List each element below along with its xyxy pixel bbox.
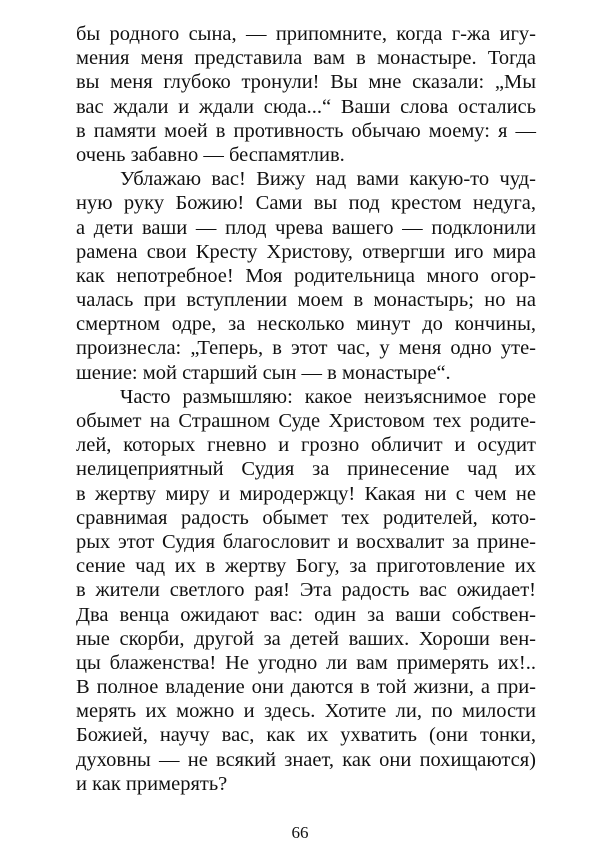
text-line: чалась при вступлении моем в монастырь; но на [76,289,536,312]
paragraph-1 [76,22,536,167]
text-line: как непотребное! Моя родительница много огор- [76,264,536,287]
text-line: духовны — не всякий знает, как они похищаются) [76,748,536,771]
text-line: ные скорби, другой за детей ваших. Хороши вен- [76,627,536,650]
text-line: в памяти моей в противность обычаю моему: я — [76,119,536,142]
text-line: а дети ваши — плод чрева вашего — подклонили [76,216,536,239]
text-line: мения меня представила вам в монастыре. Тогда [76,47,536,70]
text-line: цы блаженства! Не угодно ли вам примерять их!.. [76,651,536,674]
text-line: ную руку Божию! Сами вы под крестом недуга, [76,192,536,215]
text-line: Два венца ожидают вас: один за ваши собствен- [76,603,536,626]
text-line: мерять их можно и здесь. Хотите ли, по милости [76,700,536,723]
body-text [76,22,536,796]
text-line: Ублажаю вас! Вижу над вами какую-то чуд- [120,168,536,191]
text-line: рых этот Судия благословит и восхвалит за прине- [76,530,536,553]
text-line: произнесла: „Теперь, в этот час, у меня одно уте- [76,337,536,360]
text-line: сравнимая радость обымет тех родителей, кото- [76,506,536,529]
text-line: Часто размышляю: какое неизъяснимое горе [120,385,536,408]
text-line: нелицеприятный Судия за принесение чад их [76,458,536,481]
text-line: в жертву миру и миродержцу! Какая ни с чем не [76,482,536,505]
text-line: смертном одре, за несколько минут до кончины, [76,313,536,336]
text-line: шение: мой старший сын — в монастыре“. [76,361,451,384]
page-number: 66 [291,823,309,842]
text-line: вас ждали и ждали сюда...“ Ваши слова остались [76,95,536,118]
text-line: в жители светлого рая! Эта радость вас ожидает! [76,579,536,602]
text-line: очень забавно — беспамятлив. [76,143,345,166]
text-line: В полное владение они даются в той жизни, а при- [76,676,536,699]
text-line: лей, которых гневно и грозно обличит и осудит [76,434,536,457]
paragraph-3 [76,385,536,796]
paragraph-2 [76,167,536,385]
text-line: и как примерять? [76,772,228,795]
text-line: обымет на Страшном Суде Христовом тех родите- [76,410,536,432]
text-line: Божией, научу вас, как их ухватить (они тонки, [76,724,536,747]
text-line: сение чад их в жертву Богу, за приготовление их [76,555,536,578]
text-line: рамена свои Кресту Христову, отвергши иго мира [76,240,536,263]
text-line: бы родного сына, — припомните, когда г-жа игу- [76,23,536,45]
text-line: вы меня глубоко тронули! Вы мне сказали: „Мы [76,71,536,94]
